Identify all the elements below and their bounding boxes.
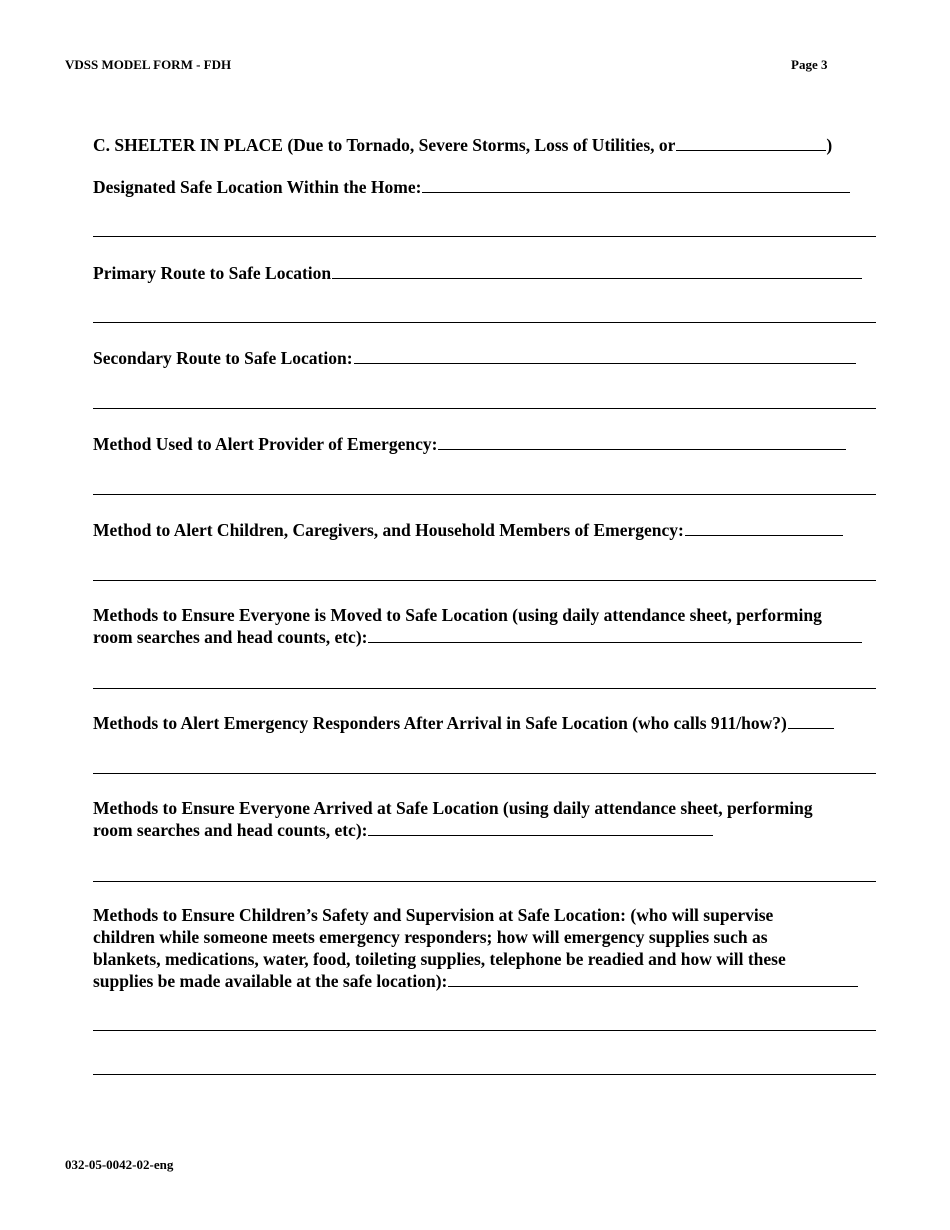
alert-provider-line-2[interactable] — [93, 494, 876, 495]
safe-location-line-2[interactable] — [93, 236, 876, 237]
question-safe-location — [93, 176, 850, 198]
ensure-moved-field[interactable] — [368, 626, 862, 643]
question-label-line-1: Methods to Ensure Everyone Arrived at Safe Location (using daily attendance sheet, performing — [93, 798, 813, 818]
alert-responders-field[interactable] — [788, 712, 834, 729]
alert-household-field[interactable] — [685, 519, 843, 536]
question-label: Methods to Alert Emergency Responders After Arrival in Safe Location (who calls 911/how?) — [93, 713, 787, 733]
children-safety-line-3[interactable] — [93, 1074, 876, 1075]
question-label: Secondary Route to Safe Location: — [93, 348, 353, 368]
alert-provider-field[interactable] — [438, 433, 846, 450]
children-safety-line-2[interactable] — [93, 1030, 876, 1031]
question-primary-route — [93, 262, 862, 284]
primary-route-line-2[interactable] — [93, 322, 876, 323]
form-code: 032-05-0042-02-eng — [65, 1157, 174, 1172]
form-name: VDSS MODEL FORM - FDH — [65, 57, 232, 72]
question-ensure-moved — [93, 604, 862, 648]
question-label-line-1: Methods to Ensure Children’s Safety and Supervision at Safe Location: (who will supervise — [93, 905, 774, 925]
question-label-line-1: Methods to Ensure Everyone is Moved to Safe Location (using daily attendance sheet, performing — [93, 605, 822, 625]
question-label: Method to Alert Children, Caregivers, and Household Members of Emergency: — [93, 520, 684, 540]
question-label: Designated Safe Location Within the Home: — [93, 177, 422, 197]
section-title — [93, 134, 832, 156]
ensure-arrived-line-2[interactable] — [93, 881, 876, 882]
section-title-end: ) — [826, 135, 833, 155]
safe-location-field[interactable] — [422, 176, 850, 193]
alert-household-line-2[interactable] — [93, 580, 876, 581]
question-children-safety — [93, 904, 858, 992]
ensure-moved-line-2[interactable] — [93, 688, 876, 689]
page-number: Page 3 — [791, 57, 828, 72]
question-secondary-route — [93, 347, 856, 369]
question-alert-provider — [93, 433, 846, 455]
secondary-route-field[interactable] — [354, 347, 856, 364]
question-label-line-2: room searches and head counts, etc): — [93, 820, 368, 840]
other-reason-field[interactable] — [676, 134, 826, 151]
children-safety-field[interactable] — [448, 970, 858, 987]
question-alert-household — [93, 519, 843, 541]
question-label: Method Used to Alert Provider of Emergency: — [93, 434, 438, 454]
question-alert-responders — [93, 712, 834, 734]
question-label-line-2: children while someone meets emergency responders; how will emergency supplies such as — [93, 927, 768, 947]
ensure-arrived-field[interactable] — [368, 819, 713, 836]
question-label: Primary Route to Safe Location — [93, 263, 332, 283]
question-ensure-arrived — [93, 797, 813, 841]
section-title-text: C. SHELTER IN PLACE (Due to Tornado, Severe Storms, Loss of Utilities, or — [93, 135, 676, 155]
question-label-line-2: room searches and head counts, etc): — [93, 627, 368, 647]
alert-responders-line-2[interactable] — [93, 773, 876, 774]
primary-route-field[interactable] — [332, 262, 862, 279]
secondary-route-line-2[interactable] — [93, 408, 876, 409]
question-label-line-4: supplies be made available at the safe location): — [93, 971, 448, 991]
question-label-line-3: blankets, medications, water, food, toileting supplies, telephone be readied and how will these — [93, 949, 786, 969]
